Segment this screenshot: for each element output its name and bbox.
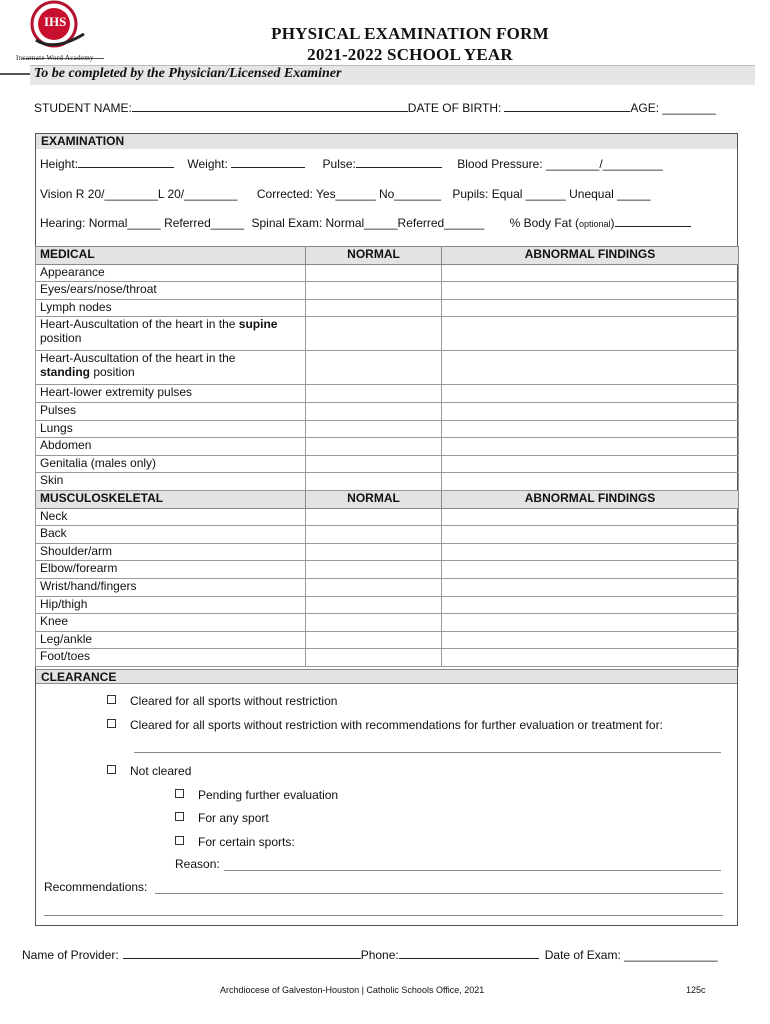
corrected-field[interactable]: Corrected: Yes______ No_______ — [256, 187, 442, 201]
abnormal-cell[interactable] — [442, 351, 739, 385]
reason-line[interactable] — [224, 870, 721, 871]
abnormal-column-header: ABNORMAL FINDINGS — [442, 490, 739, 508]
option-label: For any sport — [198, 811, 269, 825]
row-label: Knee — [36, 614, 306, 632]
normal-cell[interactable] — [306, 631, 442, 649]
clearance-option-3[interactable] — [107, 764, 191, 778]
normal-cell[interactable] — [306, 561, 442, 579]
standing-tail: position — [90, 365, 135, 380]
row-label: Abdomen — [36, 438, 306, 456]
row-label: Back — [36, 526, 306, 544]
table-row — [36, 282, 739, 300]
table-row — [36, 420, 739, 438]
phone-field[interactable] — [399, 958, 539, 959]
clearance-option-1[interactable] — [107, 694, 337, 708]
table-row — [36, 299, 739, 317]
body-fat-optional: optional — [578, 219, 611, 229]
row-label: Neck — [36, 508, 306, 526]
checkbox[interactable] — [175, 836, 184, 845]
abnormal-cell[interactable] — [442, 455, 739, 473]
normal-cell[interactable] — [306, 596, 442, 614]
table-row — [36, 561, 739, 579]
row-label: Genitalia (males only) — [36, 455, 306, 473]
row-label: Hip/thigh — [36, 596, 306, 614]
not-cleared-sub-2[interactable] — [175, 811, 269, 825]
table-row — [36, 526, 739, 544]
musculoskeletal-header: MUSCULOSKELETAL — [36, 490, 306, 508]
normal-cell[interactable] — [306, 420, 442, 438]
normal-column-header: NORMAL — [306, 247, 442, 265]
vision-left-field[interactable]: L 20/________ — [157, 187, 238, 201]
table-row — [36, 438, 739, 456]
supine-tail: position — [40, 331, 82, 346]
normal-cell[interactable] — [306, 282, 442, 300]
table-row — [36, 351, 739, 385]
table-row — [36, 508, 739, 526]
normal-cell[interactable] — [306, 526, 442, 544]
normal-cell[interactable] — [306, 578, 442, 596]
vision-right-field[interactable]: Vision R 20/________ — [40, 187, 158, 201]
header-rule — [0, 73, 30, 75]
table-row — [36, 402, 739, 420]
option-label: Cleared for all sports without restriction with recommendations for further evaluation or treatment for: — [130, 718, 663, 732]
normal-cell[interactable] — [306, 455, 442, 473]
subtitle: To be completed by the Physician/Licensed Examiner — [34, 66, 342, 81]
normal-cell[interactable] — [306, 402, 442, 420]
abnormal-cell[interactable] — [442, 526, 739, 544]
abnormal-cell[interactable] — [442, 282, 739, 300]
age-label[interactable]: AGE: ________ — [630, 101, 716, 115]
table-row — [36, 473, 739, 491]
weight-field[interactable] — [231, 167, 305, 168]
reason-label: Reason: — [175, 857, 220, 871]
normal-cell[interactable] — [306, 543, 442, 561]
abnormal-cell[interactable] — [442, 578, 739, 596]
footer-org: Archdiocese of Galveston-Houston | Catholic Schools Office, 2021 — [220, 985, 485, 995]
weight-label: Weight: — [187, 157, 228, 171]
row-label: Wrist/hand/fingers — [36, 578, 306, 596]
examination-header: EXAMINATION — [36, 134, 737, 149]
abnormal-cell[interactable] — [442, 543, 739, 561]
abnormal-cell[interactable] — [442, 561, 739, 579]
musculoskeletal-header-row — [36, 490, 739, 508]
standing-text: Heart-Auscultation of the heart in the — [40, 351, 236, 366]
abnormal-cell[interactable] — [442, 614, 739, 632]
normal-cell[interactable] — [306, 508, 442, 526]
height-label: Height: — [40, 157, 79, 171]
not-cleared-sub-3[interactable] — [175, 835, 295, 849]
spinal-exam-field[interactable]: Spinal Exam: Normal_____Referred______ — [251, 216, 485, 230]
table-row — [36, 455, 739, 473]
table-row — [36, 264, 739, 282]
row-label-supine — [36, 317, 306, 351]
normal-cell[interactable] — [306, 299, 442, 317]
pulse-field[interactable] — [356, 167, 442, 168]
provider-name-label: Name of Provider: — [22, 948, 119, 962]
hearing-field[interactable]: Hearing: Normal_____ Referred_____ — [40, 216, 245, 230]
table-row — [36, 614, 739, 632]
pulse-label: Pulse: — [322, 157, 356, 171]
checkbox[interactable] — [107, 719, 116, 728]
height-field[interactable] — [78, 167, 174, 168]
abnormal-cell[interactable] — [442, 264, 739, 282]
abnormal-cell[interactable] — [442, 438, 739, 456]
option-label: Not cleared — [130, 764, 192, 778]
standing-bold: standing — [40, 365, 90, 380]
normal-column-header: NORMAL — [306, 490, 442, 508]
option-label: For certain sports: — [198, 835, 295, 849]
recommendations-line-2[interactable] — [44, 915, 723, 916]
abnormal-cell[interactable] — [442, 631, 739, 649]
row-label: Elbow/forearm — [36, 561, 306, 579]
row-label: Eyes/ears/nose/throat — [36, 282, 306, 300]
hearing-row — [40, 216, 691, 230]
table-row — [36, 317, 739, 351]
table-row — [36, 543, 739, 561]
normal-cell[interactable] — [306, 264, 442, 282]
row-label: Shoulder/arm — [36, 543, 306, 561]
school-logo — [16, 0, 104, 64]
abnormal-cell[interactable] — [442, 420, 739, 438]
height-row — [40, 157, 663, 171]
abnormal-cell[interactable] — [442, 299, 739, 317]
abnormal-cell[interactable] — [442, 596, 739, 614]
dob-field[interactable] — [504, 111, 630, 112]
date-of-exam-field[interactable]: Date of Exam: ______________ — [544, 948, 718, 962]
checkbox[interactable] — [107, 695, 116, 704]
table-row — [36, 385, 739, 403]
option-label: Cleared for all sports without restriction — [130, 694, 338, 708]
table-row — [36, 631, 739, 649]
student-info-row — [34, 101, 716, 115]
row-label: Lungs — [36, 420, 306, 438]
medical-header: MEDICAL — [36, 247, 306, 265]
provider-name-field[interactable] — [123, 958, 361, 959]
supine-text: Heart-Auscultation of the heart in the — [40, 317, 239, 332]
medical-header-row — [36, 247, 739, 265]
clearance-header: CLEARANCE — [36, 669, 737, 684]
normal-cell[interactable] — [306, 473, 442, 491]
recommendations-label: Recommendations: — [44, 880, 148, 894]
school-year: 2021-2022 SCHOOL YEAR — [307, 45, 513, 64]
body-fat-field[interactable] — [615, 226, 691, 227]
normal-cell[interactable] — [306, 317, 442, 351]
table-row — [36, 596, 739, 614]
phone-label: Phone: — [360, 948, 399, 962]
medical-table — [35, 246, 739, 667]
body-fat-label: % Body Fat ( — [509, 216, 579, 230]
abnormal-cell[interactable] — [442, 317, 739, 351]
row-label: Appearance — [36, 264, 306, 282]
checkbox[interactable] — [175, 789, 184, 798]
pupils-field[interactable]: Pupils: Equal ______ Unequal _____ — [452, 187, 651, 201]
body-fat-close: ) — [610, 216, 615, 230]
normal-cell[interactable] — [306, 614, 442, 632]
row-label-standing — [36, 351, 306, 385]
checkbox[interactable] — [107, 765, 116, 774]
abnormal-cell[interactable] — [442, 402, 739, 420]
normal-cell[interactable] — [306, 385, 442, 403]
table-row — [36, 649, 739, 667]
vision-row — [40, 187, 651, 201]
option-label: Pending further evaluation — [198, 788, 339, 802]
supine-bold: supine — [238, 317, 278, 332]
student-name-label: STUDENT NAME: — [34, 101, 132, 115]
normal-cell[interactable] — [306, 351, 442, 385]
provider-row — [22, 948, 718, 962]
recommendations-line-1[interactable] — [155, 893, 723, 894]
row-label: Foot/toes — [36, 649, 306, 667]
dob-label: DATE OF BIRTH: — [407, 101, 502, 115]
row-label: Pulses — [36, 402, 306, 420]
normal-cell[interactable] — [306, 438, 442, 456]
row-label: Leg/ankle — [36, 631, 306, 649]
form-title: PHYSICAL EXAMINATION FORM — [271, 24, 549, 43]
abnormal-cell[interactable] — [442, 473, 739, 491]
student-name-field[interactable] — [132, 111, 408, 112]
treatment-line[interactable] — [134, 752, 721, 753]
table-row — [36, 578, 739, 596]
abnormal-cell[interactable] — [442, 649, 739, 667]
row-label: Skin — [36, 473, 306, 491]
not-cleared-sub-1[interactable] — [175, 788, 338, 802]
footer-code: 125c — [686, 985, 706, 995]
blood-pressure-field[interactable]: Blood Pressure: ________/_________ — [457, 157, 663, 171]
row-label: Lymph nodes — [36, 299, 306, 317]
logo-caption: Incarnate Word Academy — [16, 54, 94, 62]
checkbox[interactable] — [175, 812, 184, 821]
logo-text: IHS — [44, 14, 67, 29]
normal-cell[interactable] — [306, 649, 442, 667]
row-label: Heart-lower extremity pulses — [36, 385, 306, 403]
abnormal-cell[interactable] — [442, 385, 739, 403]
clearance-option-2[interactable] — [107, 718, 663, 732]
abnormal-column-header: ABNORMAL FINDINGS — [442, 247, 739, 265]
abnormal-cell[interactable] — [442, 508, 739, 526]
